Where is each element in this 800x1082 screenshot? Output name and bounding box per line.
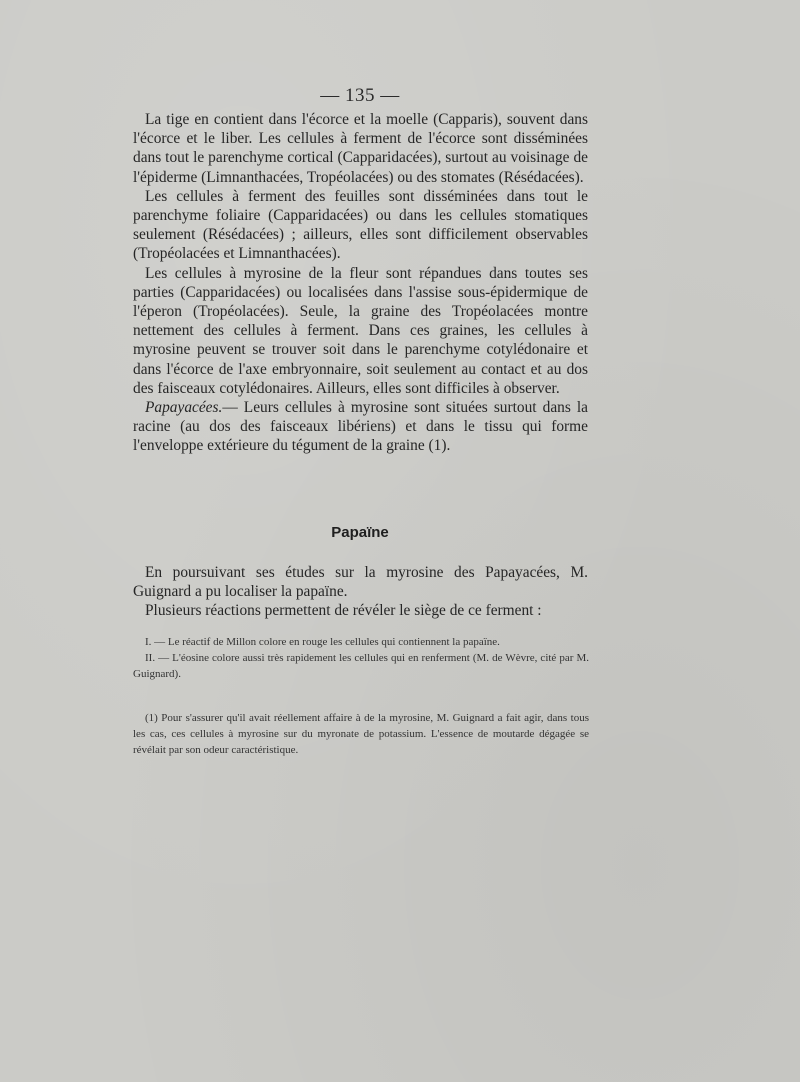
paragraph [133,398,588,456]
reaction-item: I. — Le réactif de Millon colore en rouge les cellules qui contiennent la papaïne. [145,636,500,648]
page-number: — 135 — [320,85,400,106]
paragraph: Plusieurs réactions permettent de révéler le siège de ce ferment : [145,602,542,620]
reaction-item: II. — L'éosine colore aussi très rapidement les cellules qui en renferment (M. de Wèvre, cité par M. Guignard). [133,652,589,680]
section-text [133,563,588,621]
paragraph-text: Les cellules à myrosine de la fleur sont répandues dans toutes ses parties (Capparidacées) ou localisées dans l'assise sous-épidermique de l'éperon (Tropéolacées). Seule, la graine des Tropéolacées montre nettement des cellules à ferment. Dans ces graines, les cellules à myrosine peuvent se trouver soit dans le parenchyme cotylédonaire et dans l'écorce de l'axe embryonnaire, soit seulement au contact et au dos des faisceaux cotylédonaires. Ailleurs, elles sont difficiles à observer. [133,264,588,397]
footnote-text: (1) Pour s'assurer qu'il avait réellement affaire à de la myrosine, M. Guignard a fait agir, dans tous les cas, ces cellules à myrosine sur du myronate de potassium. L'essence de moutarde dégagée se révélait par son odeur caractéristique. [133,712,589,756]
paragraph-text: Les cellules à ferment des feuilles sont disséminées dans tout le parenchyme foliaire (Capparidacées) ou dans les cellules stomatiques seulement (Résédacées) ; ailleurs, elles sont difficilement observables (Tropéolacées et Limnanthacées). [133,187,588,263]
paragraph: En poursuivant ses études sur la myrosine des Papayacées, M. Guignard a pu localiser la papaïne. [133,564,588,601]
paragraph [133,187,588,264]
paragraph [133,264,588,398]
main-text [133,110,588,456]
reaction-list [133,634,589,682]
footnote [133,710,589,758]
section-heading: Papaïne [331,524,389,541]
paragraph-text: La tige en contient dans l'écorce et la moelle (Capparis), souvent dans l'écorce et le liber. Les cellules à ferment de l'écorce sont disséminées dans tout le parenchyme cortical (Capparidacées), surtout au voisinage de l'épiderme (Limnanthacées, Tropéolacées) ou des stomates (Résédacées). [133,111,588,186]
paragraph [133,110,588,187]
paragraph-text: — Leurs cellules à myrosine sont situées surtout dans la racine (au dos des faisceaux libériens) et dans le tissu qui forme l'enveloppe extérieure du tégument de la graine (1). [133,399,588,455]
paragraph-lead: Papayacées. [145,399,223,417]
